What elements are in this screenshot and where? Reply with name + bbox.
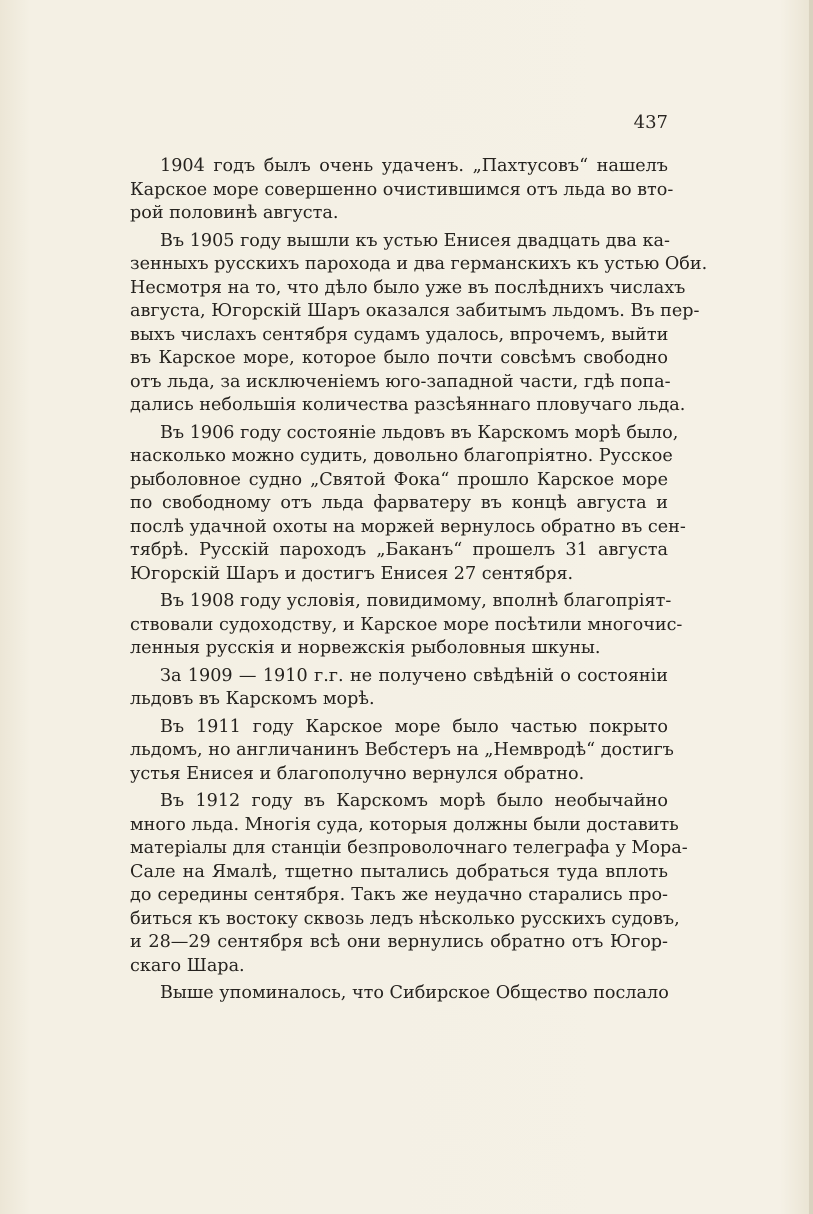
text-line: Въ 1912 году въ Карскомъ морѣ было необычайно xyxy=(160,791,668,811)
text-line: ствовали судоходству, и Карское море посѣтили многочис- xyxy=(130,614,683,635)
paragraph xyxy=(130,230,708,418)
text-line: 1904 годъ былъ очень удаченъ. „Пахтусовъ“ нашелъ xyxy=(160,156,668,176)
text-line: послѣ удачной охоты на моржей вернулось обратно въ сен- xyxy=(130,516,686,537)
text-line: зенныхъ русскихъ парохода и два германскихъ къ устью Оби. xyxy=(130,254,708,274)
text-line: устья Енисея и благополучно вернулся обратно. xyxy=(130,763,585,784)
paragraph xyxy=(130,155,674,226)
paragraph xyxy=(130,665,668,712)
text-line: выхъ числахъ сентября судамъ удалось, впрочемъ, выйти xyxy=(130,324,669,345)
text-line: Югорскій Шаръ и достигъ Енисея 27 сентября. xyxy=(130,563,574,584)
paragraph xyxy=(130,716,674,787)
text-line: Несмотря на то, что дѣло было уже въ послѣднихъ числахъ xyxy=(130,277,686,298)
text-line: льдовъ въ Карскомъ морѣ. xyxy=(130,689,375,709)
text-line: по свободному отъ льда фарватеру въ концѣ августа и xyxy=(130,493,668,513)
paragraph xyxy=(130,590,683,661)
text-line: скаго Шара. xyxy=(130,955,245,976)
text-line: ленныя русскія и норвежскія рыболовныя шкуны. xyxy=(130,638,601,658)
text-line: Въ 1908 году условія, повидимому, вполнѣ благопріят- xyxy=(160,591,672,611)
text-line: Въ 1906 году состояніе льдовъ въ Карскомъ морѣ было, xyxy=(160,422,679,443)
text-line: дались небольшія количества разсѣяннаго пловучаго льда. xyxy=(130,395,686,415)
text-line: отъ льда, за исключеніемъ юго-западной части, гдѣ попа- xyxy=(130,371,671,392)
page-number: 437 xyxy=(633,112,668,133)
text-line: Въ 1911 году Карское море было частью покрыто xyxy=(160,716,668,737)
text-line: и 28—29 сентября всѣ они вернулись обратно отъ Югор- xyxy=(130,932,668,952)
text-line: биться къ востоку сквозь ледъ нѣсколько русскихъ судовъ, xyxy=(130,908,680,929)
paragraph xyxy=(130,982,668,1006)
text-line: рой половинѣ августа. xyxy=(130,203,339,223)
text-line: рыболовное судно „Святой Фока“ прошло Карское море xyxy=(130,469,668,490)
text-line: августа, Югорскій Шаръ оказался забитымъ льдомъ. Въ пер- xyxy=(130,301,700,321)
paragraph xyxy=(130,790,688,978)
text-line: насколько можно судить, довольно благопріятно. Русское xyxy=(130,446,673,466)
text-line: льдомъ, но англичанинъ Вебстеръ на „Немвродѣ“ достигъ xyxy=(130,740,674,760)
text-line: много льда. Многія суда, которыя должны были доставить xyxy=(130,814,679,835)
text-line: Въ 1905 году вышли къ устью Енисея двадцать два ка- xyxy=(160,230,670,251)
paragraph xyxy=(130,422,686,587)
text-line: Выше упоминалось, что Сибирское Общество послало xyxy=(160,983,669,1003)
text-line: Карское море совершенно очистившимся отъ льда во вто- xyxy=(130,179,674,200)
text-line: тябрѣ. Русскій пароходъ „Баканъ“ прошелъ 31 августа xyxy=(130,540,668,560)
body-text xyxy=(130,155,708,1006)
text-line: Сале на Ямалѣ, тщетно пытались добраться туда вплоть xyxy=(130,861,668,882)
text-line: За 1909 — 1910 г.г. не получено свѣдѣній о состояніи xyxy=(160,665,668,686)
text-line: до середины сентября. Такъ же неудачно старались про- xyxy=(130,885,668,905)
page-edge xyxy=(809,0,813,1214)
text-line: въ Карское море, которое было почти совсѣмъ свободно xyxy=(130,348,668,368)
text-line: матеріалы для станціи безпроволочнаго телеграфа у Мора- xyxy=(130,838,688,858)
